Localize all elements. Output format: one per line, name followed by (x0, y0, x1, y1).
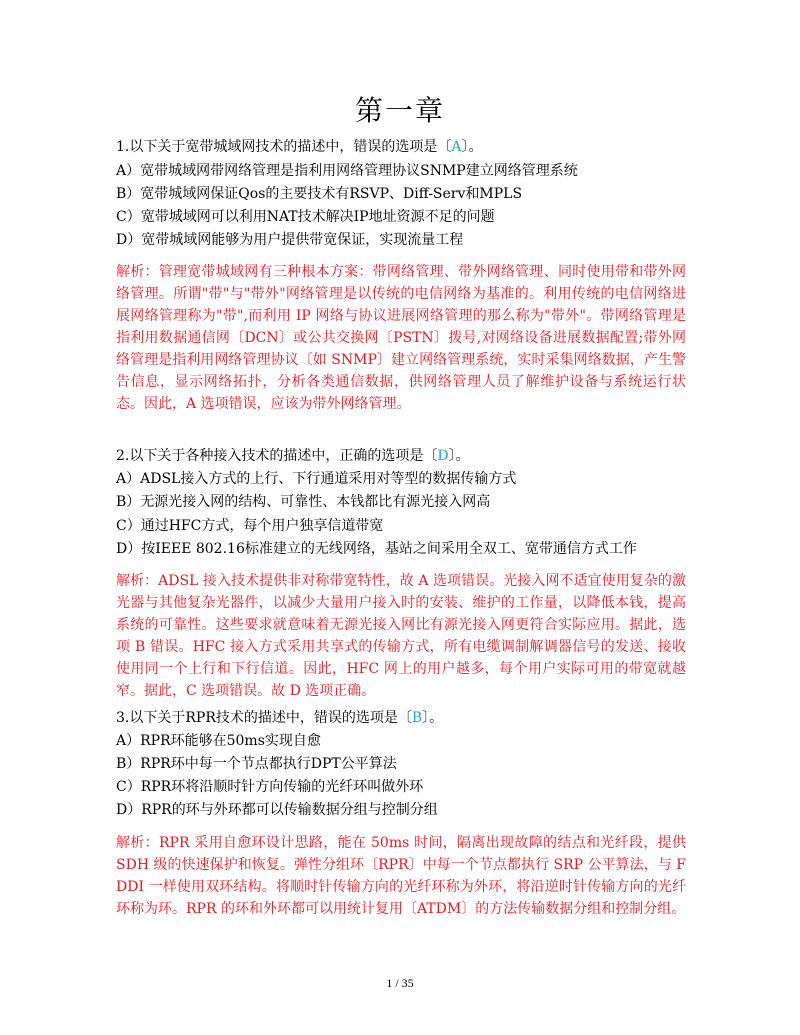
question-3-option-d: D）RPR的环与外环都可以传输数据分组与控制分组 (116, 802, 438, 818)
question-stem-suffix: 〕。 (448, 448, 470, 464)
question-2-option-b: B）无源光接入网的结构、可靠性、本钱都比有源光接入网高 (116, 494, 491, 510)
question-2-option-a: A）ADSL接入方式的上行、下行通道采用对等型的数据传输方式 (116, 471, 517, 487)
question-1-option-c: C）宽带城域网可以利用NAT技术解决IP地址资源不足的问题 (116, 209, 495, 225)
question-1-option-a: A）宽带城域网带网络管理是指利用网络管理协议SNMP建立网络管理系统 (116, 163, 578, 179)
question-stem-prefix: 2.以下关于各种接入技术的描述中，正确的选项是〔 (116, 448, 438, 464)
question-stem-suffix: 〕。 (461, 139, 483, 155)
question-3-option-c: C）RPR环将沿顺时针方向传输的光纤环叫做外环 (116, 779, 424, 795)
question-1-stem (116, 137, 482, 157)
question-1-option-d: D）宽带城域网能够为用户提供带宽保证，实现流量工程 (116, 232, 464, 248)
question-2-stem (116, 446, 470, 466)
question-2-option-c: C）通过HFC方式，每个用户独享信道带宽 (116, 518, 384, 534)
question-2-option-d: D）按IEEE 802.16标准建立的无线网络，基站之间采用全双工、宽带通信方式工作 (116, 541, 637, 557)
answer-letter: A (451, 139, 462, 155)
question-stem-prefix: 1.以下关于宽带城域网技术的描述中，错误的选项是〔 (116, 139, 452, 155)
question-3-explanation: 解析：RPR 采用自愈环设计思路，能在 50ms 时间，隔离出现故障的结点和光纤段，提供 SDH 级的快速保护和恢复。弹性分组环〔RPR〕中每一个节点都执行 SRP 公平算法，与 FDDI 一样使用双环结构。将顺时针传输方向的光纤环称为外环，将沿逆时针传输方向的光纤环称为环。RPR 的环和外环都可以用统计复用〔ATDM〕的方法传输数据分组和控制分组。 (116, 835, 686, 917)
page-number: 1 / 35 (386, 976, 414, 990)
question-stem-prefix: 3.以下关于RPR技术的描述中，错误的选项是〔 (116, 710, 412, 726)
question-1-option-b: B）宽带城域网保证Qos的主要技术有RSVP、Diff-Serv和MPLS (116, 186, 523, 202)
answer-letter: B (411, 710, 423, 726)
question-stem-suffix: 〕。 (422, 710, 444, 726)
question-2-explanation: 解析：ADSL 接入技术提供非对称带宽特性，故 A 选项错误。光接入网不适宜使用复杂的激光器与其他复杂光器件，以减少大量用户接入时的安装、维护的工作量，以降低本钱，提高系统的可靠性。这些要求就意味着无源光接入网比有源光接入网更符合实际应用。据此，选项 B 错误。HFC 接入方式采用共享式的传输方式，所有电缆调制解调器信号的发送、接收使用同一个上行和下行信道。因此，HFC 网上的用户越多，每个用户实际可用的带宽就越窄。据此，C 选项错误。故 D 选项正确。 (116, 573, 686, 699)
question-1-explanation: 解析：管理宽带城域网有三种根本方案：带网络管理、带外网络管理、同时使用带和带外网络管理。所谓"带"与"带外"网络管理是以传统的电信网络为基准的。利用传统的电信网络进展网络管理称为"带",而利用 IP 网络与协议进展网络管理的那么称为"带外"。带网络管理是指利用数据通信网〔DCN〕或公共交换网〔PSTN〕拨号,对网络设备进展数据配置;带外网络管理是指利用网络管理协议〔如 SNMP〕建立网络管理系统，实时采集网络数据，产生警告信息，显示网络拓扑，分析各类通信数据，供网络管理人员了解维护设备与系统运行状态。因此，A 选项错误，应该为带外网络管理。 (116, 264, 686, 412)
question-3-stem (116, 708, 443, 728)
question-3-option-a: A）RPR环能够在50ms实现自愈 (116, 733, 321, 749)
question-3-option-b: B）RPR环中每一个节点都执行DPT公平算法 (116, 756, 397, 772)
chapter-title: 第一章 (354, 94, 445, 127)
answer-letter: D (437, 448, 449, 464)
